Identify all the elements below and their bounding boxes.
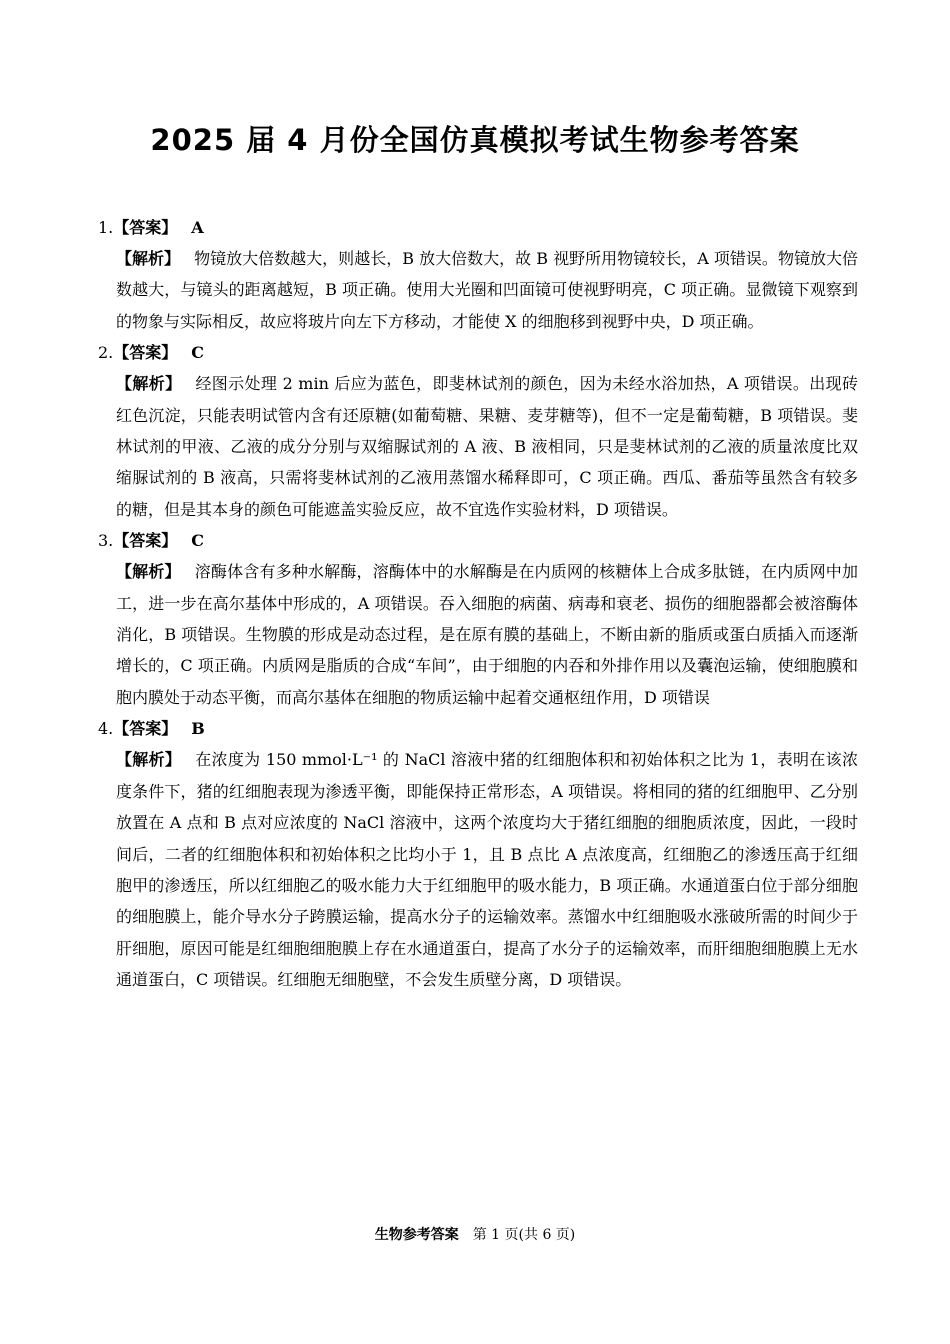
answer-tag: 【答案】: [113, 343, 178, 363]
answer-tag: 【答案】: [113, 719, 178, 739]
question-2: [98, 337, 858, 525]
explanation: [116, 556, 858, 713]
explanation: [116, 744, 858, 995]
answer-tag: 【答案】: [113, 218, 178, 237]
explanation-tag: 【解析】: [116, 750, 182, 770]
question-4: [98, 713, 858, 995]
explanation-text: 经图示处理 2 min 后应为蓝色，即斐林试剂的颜色，因为未经水浴加热，A 项错误。出现砖红色沉淀，只能表明试管内含有还原糖(如葡萄糖、果糖、麦芽糖等)，但不一定是葡萄糖，B 项错误。斐林试剂的甲液、乙液的成分分别与双缩脲试剂的 A 液、B 液相同，只是斐林试剂的乙液的质量浓度比双缩脲试剂的 B 液高，只需将斐林试剂的乙液用蒸馏水稀释即可，C 项正确。西瓜、番茄等虽然含有较多的糖，但是其本身的颜色可能遮盖实验反应，故不宜选作实验材料，D 项错误。: [116, 374, 858, 519]
answer-value: B: [191, 719, 205, 739]
question-number: 1.: [98, 218, 114, 237]
answer-line: [98, 525, 858, 556]
page-title: 2025 届 4 月份全国仿真模拟考试生物参考答案: [150, 123, 800, 157]
explanation: [116, 368, 858, 525]
question-number: 3.: [98, 531, 114, 551]
explanation-text: 溶酶体含有多种水解酶，溶酶体中的水解酶是在内质网的核糖体上合成多肽链，在内质网中加工，进一步在高尔基体中形成的，A 项错误。吞入细胞的病菌、病毒和衰老、损伤的细胞器都会被溶酶体消化，B 项错误。生物膜的形成是动态过程，是在原有膜的基础上，不断由新的脂质或蛋白质插入而逐渐增长的，C 项正确。内质网是脂质的合成“车间”，由于细胞的内吞和外排作用以及囊泡运输，使细胞膜和胞内膜处于动态平衡，而高尔基体在细胞的物质运输中起着交通枢纽作用，D 项错误: [116, 562, 858, 707]
answer-list: [98, 212, 858, 996]
explanation-text: 在浓度为 150 mmol·L⁻¹ 的 NaCl 溶液中猪的红细胞体积和初始体积之比为 1，表明在该浓度条件下，猪的红细胞表现为渗透平衡，即能保持正常形态，A 项错误。将相同的猪的红细胞甲、乙分别放置在 A 点和 B 点对应浓度的 NaCl 溶液中，这两个浓度均大于猪红细胞的细胞质浓度，因此，一段时间后，二者的红细胞体积和初始体积之比均小于 1，且 B 点比 A 点浓度高，红细胞乙的渗透压高于红细胞甲的渗透压，所以红细胞乙的吸水能力大于红细胞甲的吸水能力，B 项正确。水通道蛋白位于部分细胞的细胞膜上，能介导水分子跨膜运输，提高水分子的运输效率。蒸馏水中红细胞吸水涨破所需的时间少于肝细胞，原因可能是红细胞细胞膜上存在水通道蛋白，提高了水分子的运输效率，而肝细胞细胞膜上无水通道蛋白，C 项错误。红细胞无细胞壁，不会发生质壁分离，D 项错误。: [116, 750, 858, 990]
explanation-tag: 【解析】: [116, 562, 181, 582]
explanation: [116, 243, 858, 337]
footer-page-number: 第 1 页(共 6 页): [472, 1227, 576, 1243]
explanation-tag: 【解析】: [116, 374, 182, 394]
answer-line: [98, 713, 858, 744]
answer-line: [98, 337, 858, 368]
question-1: [98, 212, 858, 337]
answer-tag: 【答案】: [113, 531, 178, 551]
footer-subject: 生物参考答案: [374, 1227, 459, 1243]
answer-value: C: [191, 343, 205, 363]
answer-value: C: [191, 531, 205, 551]
question-3: [98, 525, 858, 713]
question-number: 4.: [98, 719, 114, 739]
answer-value: A: [191, 218, 204, 237]
explanation-text: 物镜放大倍数越大，则越长，B 放大倍数大，故 B 视野所用物镜较长，A 项错误。物镜放大倍数越大，与镜头的距离越短，B 项正确。使用大光圈和凹面镜可使视野明亮，C 项正确。显微镜下观察到的物象与实际相反，故应将玻片向左下方移动，才能使 X 的细胞移到视野中央，D 项正确。: [116, 249, 858, 331]
answer-line: [98, 212, 858, 243]
question-number: 2.: [98, 343, 114, 363]
page-footer: [0, 1224, 950, 1244]
explanation-tag: 【解析】: [116, 249, 181, 268]
